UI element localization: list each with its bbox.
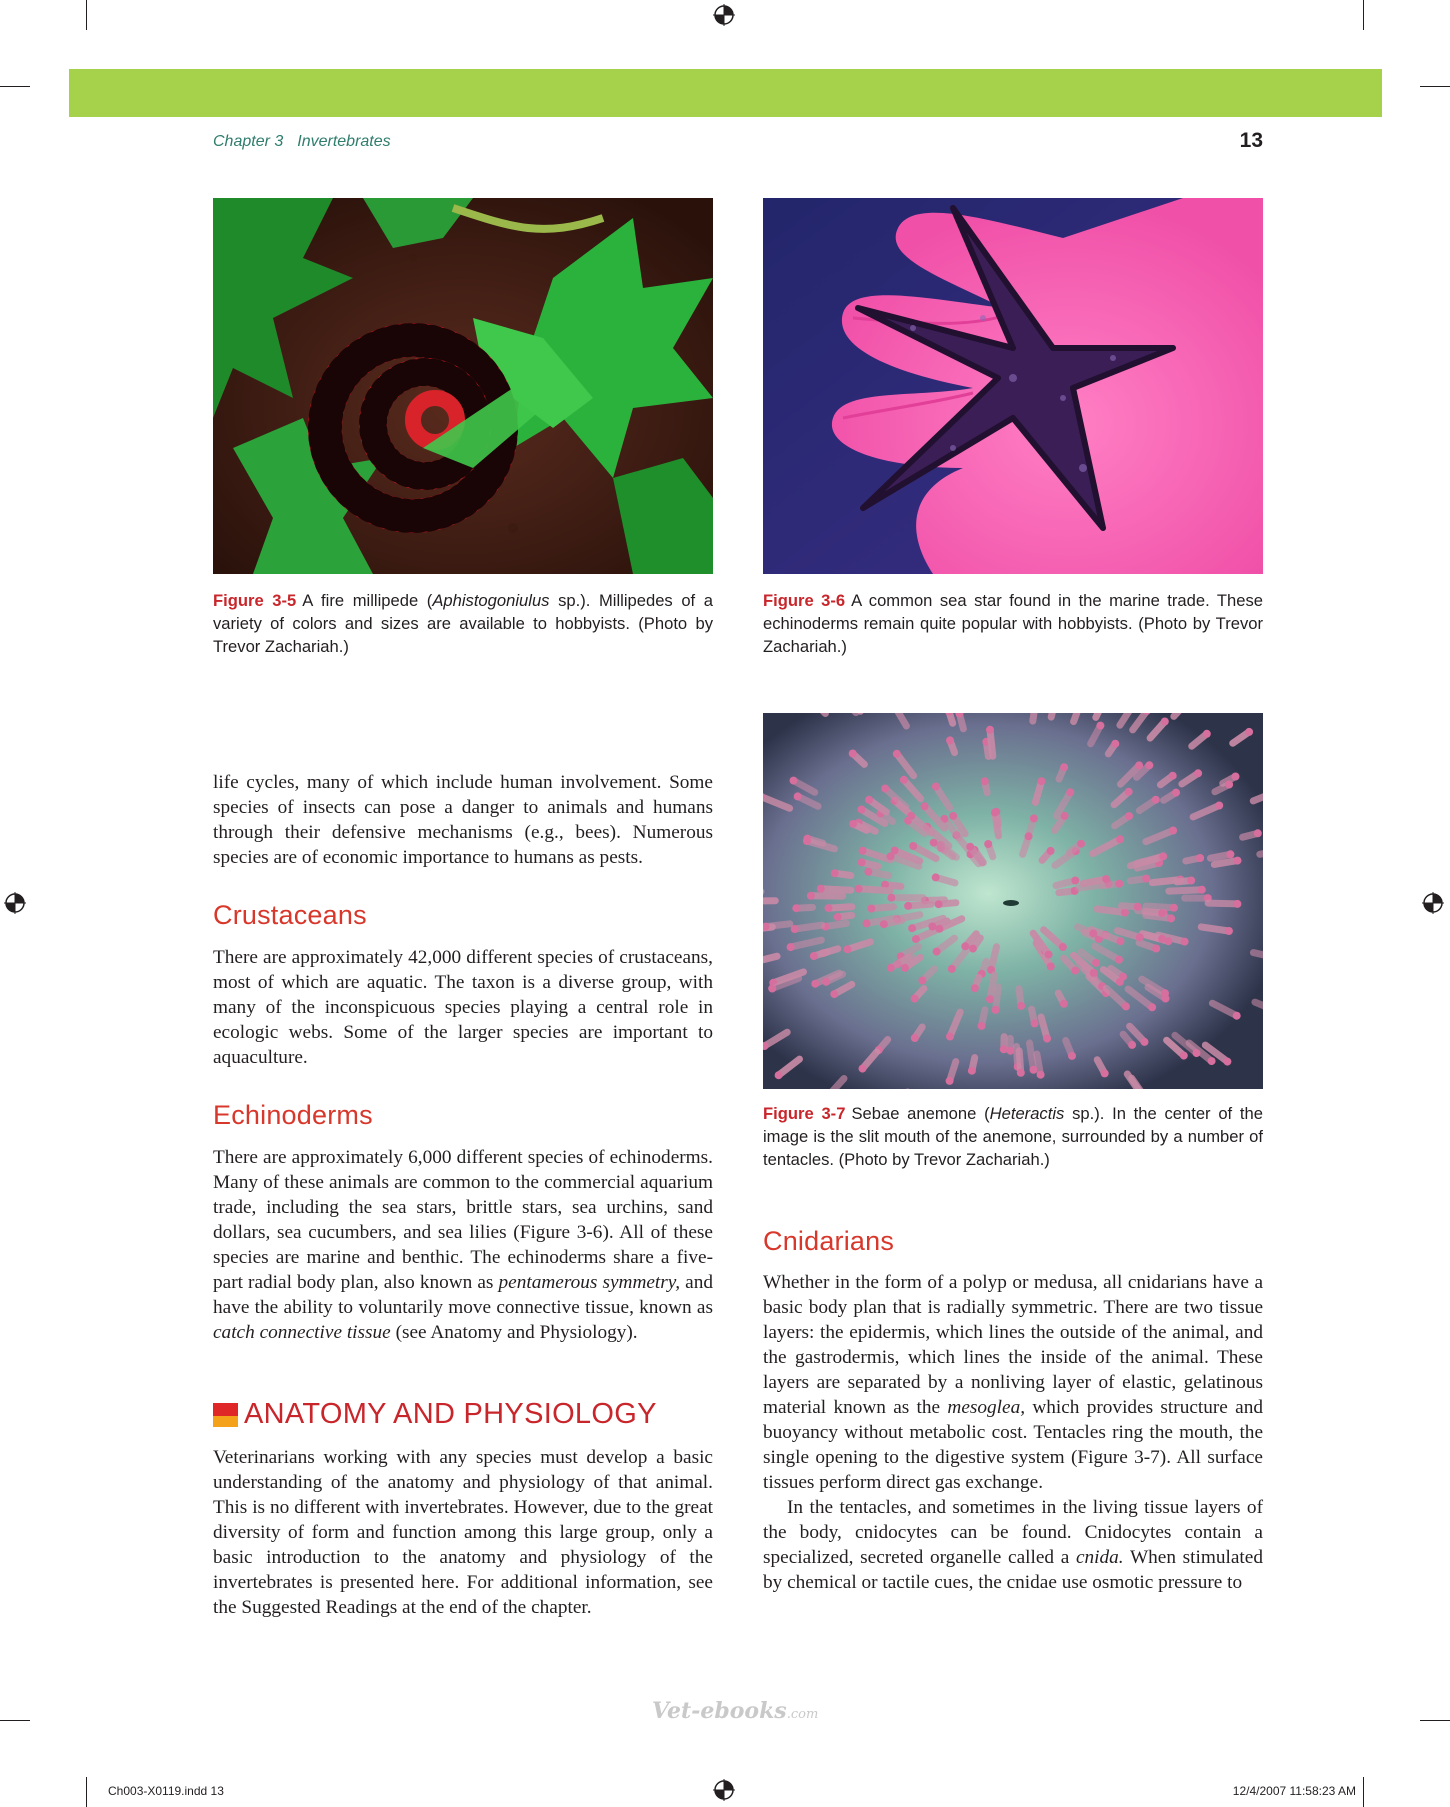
- crop-mark: [1363, 0, 1364, 30]
- crop-mark: [86, 0, 87, 30]
- crop-mark: [1363, 1777, 1364, 1807]
- registration-mark-icon: [1422, 892, 1444, 914]
- figure-3-5-image: [213, 198, 713, 574]
- crustaceans-paragraph: There are approximately 42,000 different species of crustaceans, most of which are aquatic. The taxon is a diverse group, with many of the inconspicuous species playing a central role in ecologic webs. Some of the larger species are important to aquaculture.: [213, 947, 713, 1068]
- section-marker-icon: [213, 1403, 238, 1427]
- echinoderms-heading: Echinoderms: [213, 1100, 373, 1130]
- page-number: 13: [1239, 129, 1263, 152]
- registration-mark-icon: [713, 1779, 735, 1801]
- crop-mark: [0, 86, 30, 87]
- figure-3-6-image: [763, 198, 1263, 574]
- intro-paragraph: life cycles, many of which include human involvement. Some species of insects can pose a danger to animals and humans through their defensive mechanisms (e.g., bees). Numerous species are of economic importance to humans as pests.: [213, 772, 713, 868]
- species-name: Heteractis: [989, 1104, 1065, 1123]
- figure-3-7-image: [763, 713, 1263, 1089]
- figure-label: Figure 3-6: [763, 591, 846, 610]
- section-heading: ANATOMY AND PHYSIOLOGY: [213, 1398, 657, 1431]
- cnidarians-heading: Cnidarians: [763, 1226, 895, 1256]
- registration-mark-icon: [713, 4, 735, 26]
- print-timestamp: 12/4/2007 11:58:23 AM: [1232, 1784, 1356, 1798]
- crop-mark: [0, 1720, 30, 1721]
- species-name: Aphistogoniulus: [432, 591, 550, 610]
- figure-label: Figure 3-5: [213, 591, 297, 610]
- crop-mark: [86, 1777, 87, 1807]
- figure-3-6-caption: Figure 3-6 A common sea star found in the marine trade. These echinoderms remain quite popular with hobbyists. (Photo by Trevor Zachariah.): [763, 591, 1263, 656]
- chapter-number: Chapter 3: [213, 133, 284, 150]
- crop-mark: [1420, 1720, 1450, 1721]
- cnidarians-text: Whether in the form of a polyp or medusa, all cnidarians have a basic body plan that is radially symmetric. There are two tissue layers: the epidermis, which lines the outside of the animal, and the gastrodermis, which lines the inside of the animal. These layers are separated by a nonliving layer of elastic, gelatinous material known as the mesoglea, which provides structure and buoyancy without metabolic cost. Tentacles ring the mouth, the single opening to the digestive system (Figure 3-7). All surface tissues perform direct gas exchange. In the tentacles, and sometimes in the living tissue layers of the body, cnidocytes can be found. Cnidocytes contain a specialized, secreted organelle called a cnida. When stimulated by chemical or tactile cues, the cnidae use osmotic pressure to: [763, 1272, 1263, 1593]
- echinoderms-paragraph: There are approximately 6,000 different species of echinoderms. Many of these animals are common to the commercial aquarium trade, including the sea stars, brittle stars, sea urchins, sand dollars, sea cucumbers, and sea lilies (Figure 3-6). All of these species are marine and benthic. The echinoderms share a five-part radial body plan, also known as pentamerous symmetry, and have the ability to voluntarily move connective tissue, known as catch connective tissue (see Anatomy and Physiology).: [213, 1147, 714, 1343]
- header-color-bar: [69, 69, 1382, 117]
- anatomy-paragraph: Veterinarians working with any species must develop a basic understanding of the anatomy and physiology of that animal. This is no different with invertebrates. However, due to the great diversity of form and function among this large group, only a basic introduction to the anatomy and physiology of the invertebrates is presented here. For additional information, see the Suggested Readings at the end of the chapter.: [213, 1447, 713, 1618]
- registration-mark-icon: [4, 892, 26, 914]
- chapter-title: Invertebrates: [297, 133, 391, 150]
- crustaceans-heading: Crustaceans: [213, 900, 367, 930]
- running-head: [213, 133, 391, 151]
- watermark: Vet-ebooks.com: [652, 1698, 819, 1724]
- crop-mark: [1420, 86, 1450, 87]
- file-slug: Ch003-X0119.indd 13: [108, 1784, 224, 1798]
- figure-label: Figure 3-7: [763, 1104, 846, 1123]
- figure-3-5-caption: Figure 3-5 A fire millipede (Aphistogoniulus sp.). Millipedes of a variety of colors and sizes are available to hobbyists. (Photo by Trevor Zachariah.): [213, 591, 713, 656]
- figure-3-7-caption: Figure 3-7 Sebae anemone (Heteractis sp.). In the center of the image is the slit mouth of the anemone, surrounded by a number of tentacles. (Photo by Trevor Zachariah.): [763, 1104, 1263, 1169]
